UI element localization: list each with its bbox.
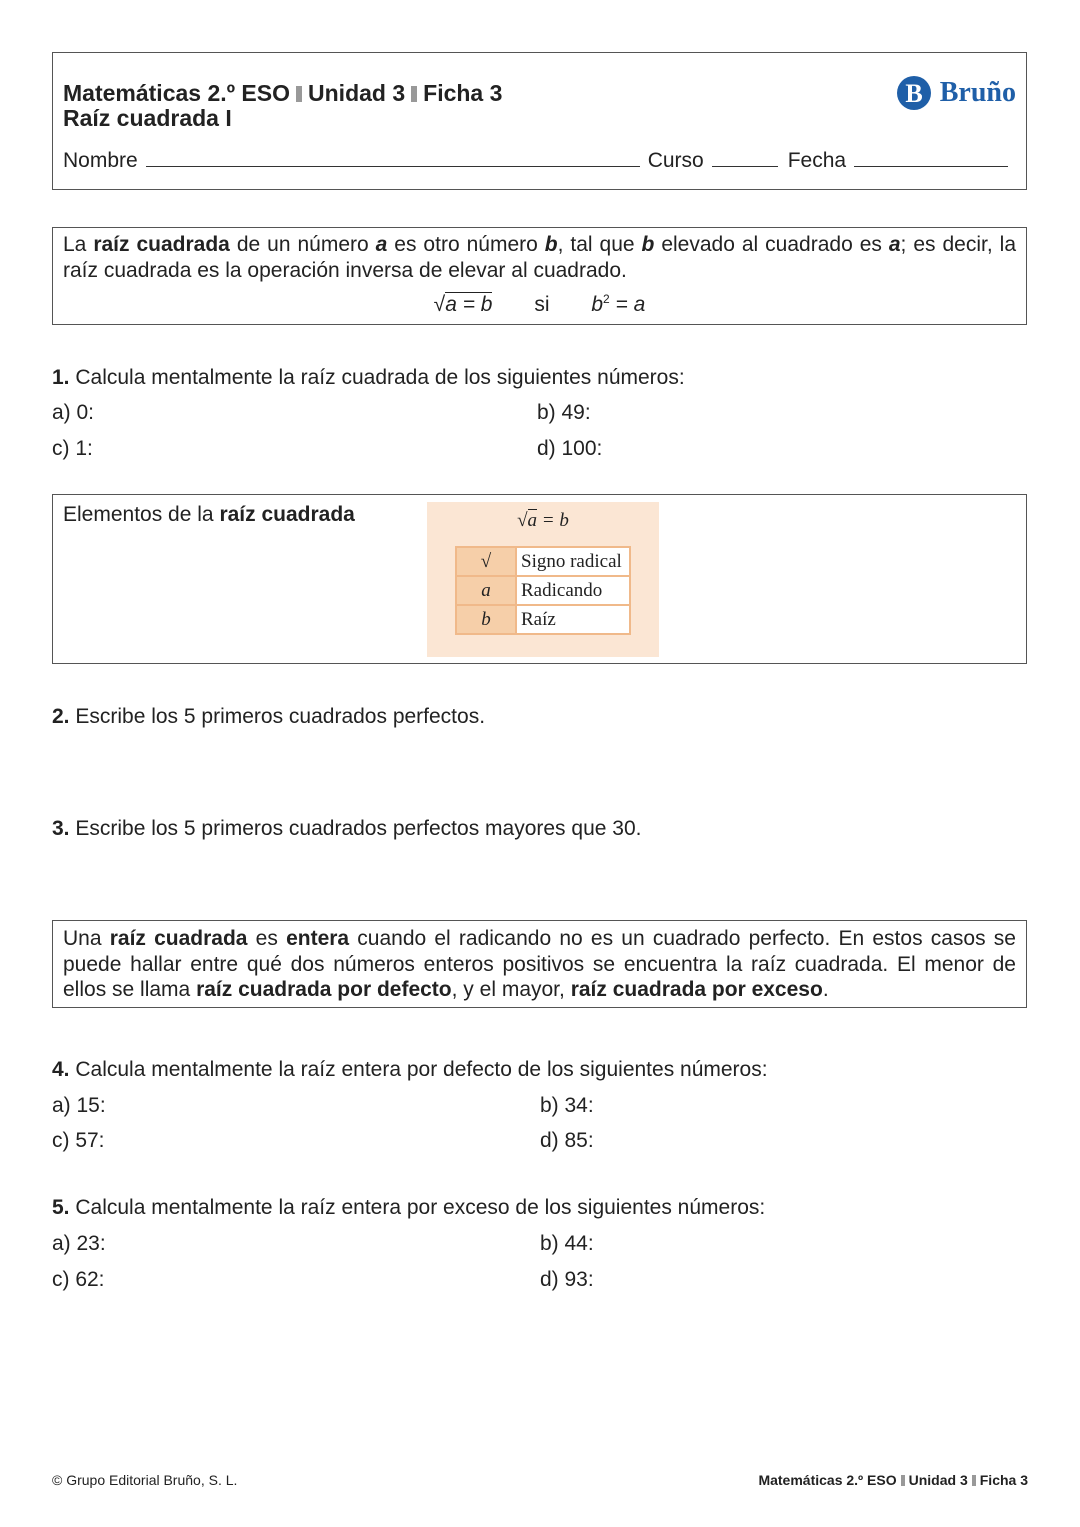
- q5-item: d) 93:: [540, 1268, 594, 1291]
- q5-item: c) 62:: [52, 1268, 105, 1291]
- subject: Matemáticas 2.º ESO: [63, 80, 291, 106]
- question-5: [52, 1196, 765, 1220]
- text: Calcula mentalmente la raíz entera por exceso de los siguientes números:: [69, 1196, 766, 1219]
- header-title: [63, 81, 502, 131]
- text: Unidad 3: [908, 1472, 968, 1488]
- question-3: [52, 817, 641, 841]
- separator: [972, 1475, 976, 1486]
- text: , y el mayor,: [451, 978, 571, 1001]
- text: Curso: [647, 149, 704, 172]
- text: a: [375, 233, 388, 256]
- text: a: [527, 510, 538, 531]
- bold-text: [642, 233, 655, 256]
- text: Escribe los 5 primeros cuadrados perfectos mayores que 30.: [69, 817, 642, 840]
- text: a: [456, 576, 516, 605]
- text: Nombre: [63, 149, 138, 172]
- text: = b: [537, 510, 569, 531]
- text: si: [534, 293, 550, 316]
- integer-root-box: [52, 920, 1027, 1008]
- elements-figure: [427, 502, 659, 657]
- table-row: [456, 605, 630, 634]
- separator: [901, 1475, 905, 1486]
- text: = a: [609, 293, 646, 316]
- elements-formula: [427, 510, 659, 532]
- text: Bruño: [939, 77, 1016, 108]
- question-2: [52, 705, 485, 729]
- bold-text: raíz cuadrada: [109, 927, 248, 950]
- bold-text: raíz cuadrada: [93, 233, 230, 256]
- text: b: [544, 233, 558, 256]
- text: a: [888, 233, 901, 256]
- bruno-logo-icon: [896, 75, 932, 111]
- text: es otro número: [387, 233, 545, 256]
- text: es: [247, 927, 287, 950]
- text: , tal que: [557, 233, 642, 256]
- bold-text: raíz cuadrada: [219, 503, 355, 526]
- text: Calcula mentalmente la raíz entera por defecto de los siguientes números:: [69, 1058, 768, 1081]
- elements-box: [52, 494, 1027, 664]
- unit: Unidad 3: [308, 80, 406, 106]
- date-field[interactable]: [854, 165, 1008, 167]
- definition-box: [52, 227, 1027, 325]
- text: √: [456, 547, 516, 576]
- text: B: [905, 79, 923, 108]
- footer-copyright: © Grupo Editorial Bruño, S. L.: [52, 1472, 238, 1488]
- q1-item: b) 49:: [537, 401, 591, 424]
- header-box: [52, 52, 1027, 190]
- bold-text: 1.: [52, 366, 70, 389]
- name-field[interactable]: [146, 165, 640, 167]
- text: b: [591, 293, 604, 316]
- q1-item: c) 1:: [52, 437, 93, 460]
- q1-item: a) 0:: [52, 401, 95, 424]
- bold-text: 4.: [52, 1058, 70, 1081]
- text: Elementos de la: [63, 503, 220, 526]
- bold-text: [889, 233, 901, 256]
- text: Una: [63, 927, 110, 950]
- bold-text: 2.: [52, 705, 70, 728]
- bold-text: entera: [286, 927, 350, 950]
- question-4: [52, 1058, 768, 1082]
- q4-item: b) 34:: [540, 1094, 594, 1117]
- question-1: [52, 366, 685, 390]
- text: √: [433, 293, 446, 316]
- sheet-title: Raíz cuadrada I: [63, 105, 232, 131]
- bold-text: [545, 233, 558, 256]
- table-row: [456, 547, 630, 576]
- text: Fecha: [787, 149, 847, 172]
- separator: [296, 86, 302, 102]
- q5-item: a) 23:: [52, 1232, 106, 1255]
- q4-item: a) 15:: [52, 1094, 106, 1117]
- text: a = b: [445, 293, 493, 316]
- bruno-logo: [896, 75, 1016, 111]
- q1-item: d) 100:: [537, 437, 603, 460]
- q4-item: c) 57:: [52, 1129, 105, 1152]
- text: 2: [603, 292, 610, 306]
- bold-text: [376, 233, 388, 256]
- elements-table: [455, 546, 631, 635]
- text: Calcula mentalmente la raíz cuadrada de los siguientes números:: [69, 366, 685, 389]
- bold-text: 5.: [52, 1196, 70, 1219]
- footer-reference: [758, 1472, 1028, 1488]
- text: .: [822, 978, 829, 1001]
- text: b: [456, 605, 516, 634]
- q5-item: b) 44:: [540, 1232, 594, 1255]
- table-row: [456, 576, 630, 605]
- text: ; es decir, la raíz cuadrada es la operación inversa de elevar al cuadrado.: [63, 233, 1016, 282]
- text: Matemáticas 2.º ESO: [758, 1472, 897, 1488]
- student-fields: [63, 149, 1018, 173]
- text: Raíz: [516, 605, 630, 634]
- q4-item: d) 85:: [540, 1129, 594, 1152]
- course-field[interactable]: [712, 165, 778, 167]
- text: elevado al cuadrado es: [654, 233, 889, 256]
- bold-text: raíz cuadrada por defecto: [196, 978, 452, 1001]
- definition-formula: [63, 286, 1016, 318]
- text: Escribe los 5 primeros cuadrados perfectos.: [69, 705, 486, 728]
- text: Ficha 3: [979, 1472, 1028, 1488]
- separator: [411, 86, 417, 102]
- text: √: [517, 510, 528, 531]
- elements-title: [63, 503, 355, 527]
- text: Signo radical: [516, 547, 630, 576]
- sheet: Ficha 3: [423, 80, 503, 106]
- bold-text: raíz cuadrada por exceso: [570, 978, 823, 1001]
- text: La: [63, 233, 94, 256]
- bold-text: 3.: [52, 817, 70, 840]
- text: [456, 547, 630, 634]
- text: cuando el radicando no es un cuadrado perfecto. En estos casos se puede hallar entre qué dos números enteros positivos se encuentra la raíz cuadrada. El menor de ellos se llama: [63, 927, 1016, 1001]
- text: Radicando: [516, 576, 630, 605]
- text: de un número: [229, 233, 376, 256]
- text: b: [641, 233, 655, 256]
